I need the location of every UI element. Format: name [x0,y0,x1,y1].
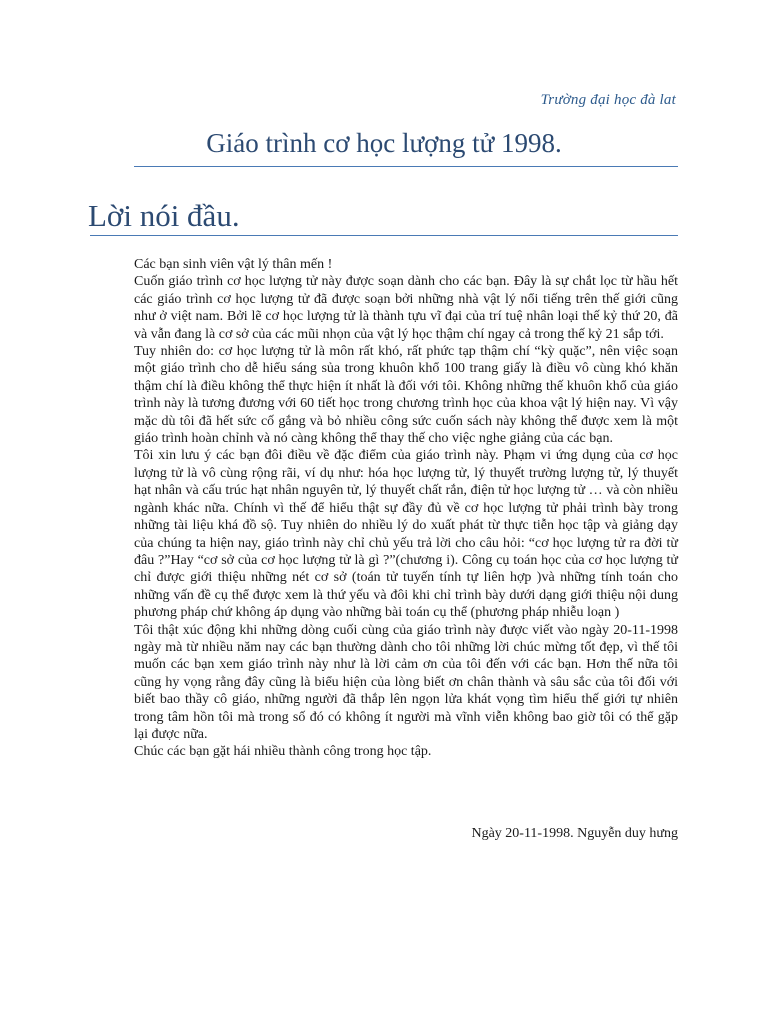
paragraph-closing: Chúc các bạn gặt hái nhiều thành công trong học tập. [134,744,432,760]
document-title: Giáo trình cơ học lượng tử 1998. [206,128,562,158]
paragraph-greeting: Các bạn sinh viên vật lý thân mến ! [134,257,333,272]
section-heading: Lời nói đầu. [88,198,240,233]
paragraph-intro: Cuốn giáo trình cơ học lượng tử này được soạn dành cho các bạn. Đây là sự chắt lọc từ hầu hết các giáo trình cơ học lượng tử đã được soạn bởi những nhà vật lý nổi tiếng trên thế giới cũng như ở việt nam. Bởi lẽ cơ học lượng tử là thành tựu vĩ đại của trí tuệ nhân loại thế kỷ thứ 20, đã và vẫn đang là cơ sở của các mũi nhọn của vật lý học thậm chí ngay cả trong thế kỷ 21 sắp tới. [134,274,678,342]
school-header: Trường đại học đà lat [540,92,676,108]
title-divider [134,166,678,167]
paragraph-scope: Tôi xin lưu ý các bạn đôi điều về đặc điểm của giáo trình này. Phạm vi ứng dụng của cơ học lượng tử là vô cùng rộng rãi, ví dụ như: hóa học lượng tử, lý thuyết trường lượng tử, lý thuyết hạt nhân và cấu trúc hạt nhân nguyên tử, lý thuyết chất rắn, điện tử học lượng tử … và còn nhiều ngành khác nữa. Chính vì thế để hiểu thật sự đầy đủ về cơ học lượng tử phải trình bày trong những tài liệu khá đồ sộ. Tuy nhiên do nhiều lý do xuất phát từ thực tiễn học tập và giảng dạy của chúng ta hiện nay, giáo trình này chỉ chủ yếu trả lời cho câu hỏi: “cơ học lượng tử ra đời từ đâu ?”Hay “cơ sở của cơ học lượng tử là gì ?”(chương i). Công cụ toán học của cơ học lượng tử chỉ được giới thiệu những nét cơ sở (toán tử tuyến tính tự liên hợp )và những tính toán cho những vấn đề cụ thể được xem là thứ yếu và đôi khi chỉ trình bày dưới dạng giới thiệu nội dung phương pháp chứ không áp dụng vào những bài toán cụ thể (phương pháp nhiễu loạn ) [134,448,678,621]
paragraph-difficulty: Tuy nhiên do: cơ học lượng tử là môn rất khó, rất phức tạp thậm chí “kỳ quặc”, nên việc soạn một giáo trình cho dễ hiểu sáng sủa trong khuôn khổ 100 trang giấy là điều vô cùng khó khăn thậm chí là điều không thể thực hiện ít nhất là đối với tôi. Không những thế khuôn khổ của giáo trình này là tương đương với 60 tiết học trong chương trình học của khoa vật lý hiện nay. Vì vậy mặc dù tôi đã hết sức cố gắng và bỏ nhiều công sức cuốn sách này không thể được xem là một giáo trình hoàn chỉnh và nó càng không thể thay thế cho việc nghe giảng của các bạn. [134,344,678,447]
body-text [134,256,678,761]
paragraph-dedication: Tôi thật xúc động khi những dòng cuối cùng của giáo trình này được viết vào ngày 20-11-1998 ngày mà từ nhiều năm nay các bạn thường dành cho tôi những lời chúc mừng tốt đẹp, vì thế tôi muốn các bạn xem giáo trình này như là lời cảm ơn của tôi đến với các bạn. Hơn thế nữa tôi cũng hy vọng rằng đây cũng là biểu hiện của lòng biết ơn chân thành và sâu sắc của tôi đối với biết bao thầy cô giáo, những người đã thắp lên ngọn lửa khát vọng tìm hiểu thế giới tự nhiên trong tâm hồn tôi mà trong số đó có không ít người mà vĩnh viễn không bao giờ tôi có thể gặp lại được nữa. [134,622,678,742]
signature: Ngày 20-11-1998. Nguyễn duy hưng [471,826,678,841]
section-divider [90,235,678,236]
